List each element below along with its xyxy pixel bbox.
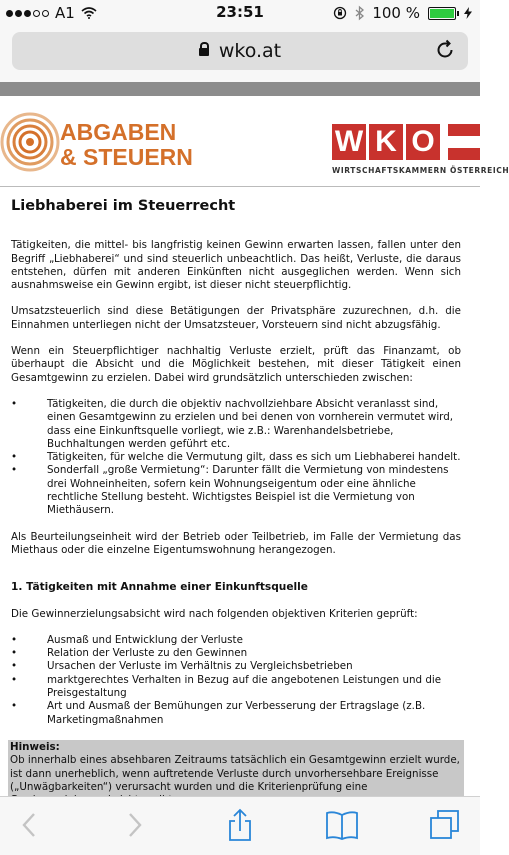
page-title: Liebhaberei im Steuerrecht (11, 198, 236, 214)
criteria-list (11, 634, 461, 727)
list-item: • Ursachen der Verluste im Verhältnis zu Vergleichsbetrieben (11, 660, 461, 673)
hinweis-title: Hinweis: (10, 740, 60, 753)
brand-line-1: ABGABEN (60, 119, 177, 145)
paragraph-verluste: Wenn ein Steuerpflichtiger nachhaltig Verluste erzielt, prüft das Finanzamt, ob überhaupt die Absicht und die Möglichkeit bestehen, mit dieser Tätigkeit einen Gesamtgewinn zu erzielen. Dabei wird grundsätzlich unterschieden zwischen: (11, 345, 461, 384)
reload-icon[interactable] (434, 39, 456, 61)
share-icon[interactable] (222, 809, 258, 841)
rotation-lock-icon (333, 6, 347, 20)
section-heading: 1. Tätigkeiten mit Annahme einer Einkunftsquelle (11, 581, 308, 594)
austria-flag-stripes-icon (448, 124, 480, 160)
wko-subtitle: WIRTSCHAFTSKAMMERN ÖSTERREICH (332, 166, 509, 175)
distinction-list (11, 398, 461, 518)
page-header (0, 104, 509, 180)
list-item: • Relation der Verluste zu den Gewinnen (11, 647, 461, 660)
brand-text[interactable] (60, 120, 193, 170)
bookmarks-icon[interactable] (324, 809, 360, 841)
browser-address-area (0, 26, 480, 82)
list-item: • Art und Ausmaß der Bemühungen zur Verbesserung der Ertragslage (z.B. Marketingmaßnahmen (11, 700, 461, 727)
wko-logo[interactable] (332, 124, 443, 160)
url-text: wko.at (218, 40, 282, 62)
browser-toolbar (0, 796, 480, 855)
paragraph-umsatzsteuer: Umsatzsteuerlich sind diese Betätigungen der Privatsphäre zuzurechnen, d.h. die Einnahmen unterliegen nicht der Umsatzsteuer, Vorsteuern sind nicht abzugsfähig. (11, 305, 461, 331)
address-bar[interactable] (12, 32, 468, 70)
list-item: • Tätigkeiten, die durch die objektiv nachvollziehbare Absicht veranlasst sind, einen Gesamtgewinn zu erzielen und bei denen von vornherein vermutet wird, dass eine Einkunftsquelle vorliegt, wie z.B.: Warenhandelsbetriebe, Buchhaltungen werden geführt etc. (11, 398, 461, 451)
url-display[interactable] (12, 40, 468, 62)
lock-icon (199, 48, 209, 56)
hinweis-text: Ob innerhalb eines absehbaren Zeitraums tatsächlich ein Gesamtgewinn erzielt wurde, ist dann unerheblich, wenn auftretende Verluste durch unvorhersehbare Ereignisse („Unwägbarkeiten“) verursacht wurden und die Kriterienprüfung eine (10, 754, 460, 793)
wko-letter-o: O (406, 124, 440, 160)
bluetooth-icon (355, 6, 364, 20)
status-time: 23:51 (216, 3, 264, 21)
list-item: • Ausmaß und Entwicklung der Verluste (11, 634, 461, 647)
battery-percent: 100 % (372, 4, 420, 22)
paragraph-kriterien: Die Gewinnerzielungsabsicht wird nach folgenden objektiven Kriterien geprüft: (11, 607, 418, 620)
list-item: • marktgerechtes Verhalten in Bezug auf die angebotenen Leistungen und die Preisgestaltung (11, 674, 461, 701)
list-item: • Sonderfall „große Vermietung“: Darunter fällt die Vermietung von mindestens drei Wohneinheiten, sofern kein Wohnungseigentum oder eine ähnliche rechtliche Stellung besteht. Wichtigstes Beispiel ist die Vermietung von Miethäusern. (11, 464, 461, 517)
brand-line-2: & STEUERN (60, 144, 193, 170)
header-divider (0, 186, 480, 187)
back-icon[interactable] (12, 809, 48, 841)
page-top-band (0, 82, 480, 96)
status-right (333, 4, 472, 22)
paragraph-beurteilungseinheit: Als Beurteilungseinheit wird der Betrieb oder Teilbetrieb, im Falle der Vermietung das Miethaus oder die einzelne Eigentumswohnung herangezogen. (11, 530, 461, 556)
status-bar (0, 0, 480, 26)
paragraph-intro: Tätigkeiten, die mittel- bis langfristig keinen Gewinn erwarten lassen, fallen unter den Begriff „Liebhaberei“ und sind steuerlich unbeachtlich. Das heißt, Verluste, die daraus entstehen, dürfen mit anderen Einkünften nicht ausgeglichen werden. Wenn sich ausnahmsweise ein Gewinn ergibt, ist dieser nicht steuerpflichtig. (11, 239, 461, 292)
wko-letter-k: K (369, 124, 403, 160)
battery-icon (428, 7, 456, 20)
carrier-name: A1 (55, 4, 75, 22)
abgaben-steuern-logo-icon[interactable] (0, 110, 58, 174)
charging-icon (464, 7, 472, 19)
article (11, 200, 461, 809)
list-item: • Tätigkeiten, für welche die Vermutung gilt, dass es sich um Liebhaberei handelt. (11, 451, 461, 464)
forward-icon[interactable] (116, 809, 152, 841)
wko-letter-w: W (332, 124, 366, 160)
tabs-icon[interactable] (426, 809, 462, 841)
